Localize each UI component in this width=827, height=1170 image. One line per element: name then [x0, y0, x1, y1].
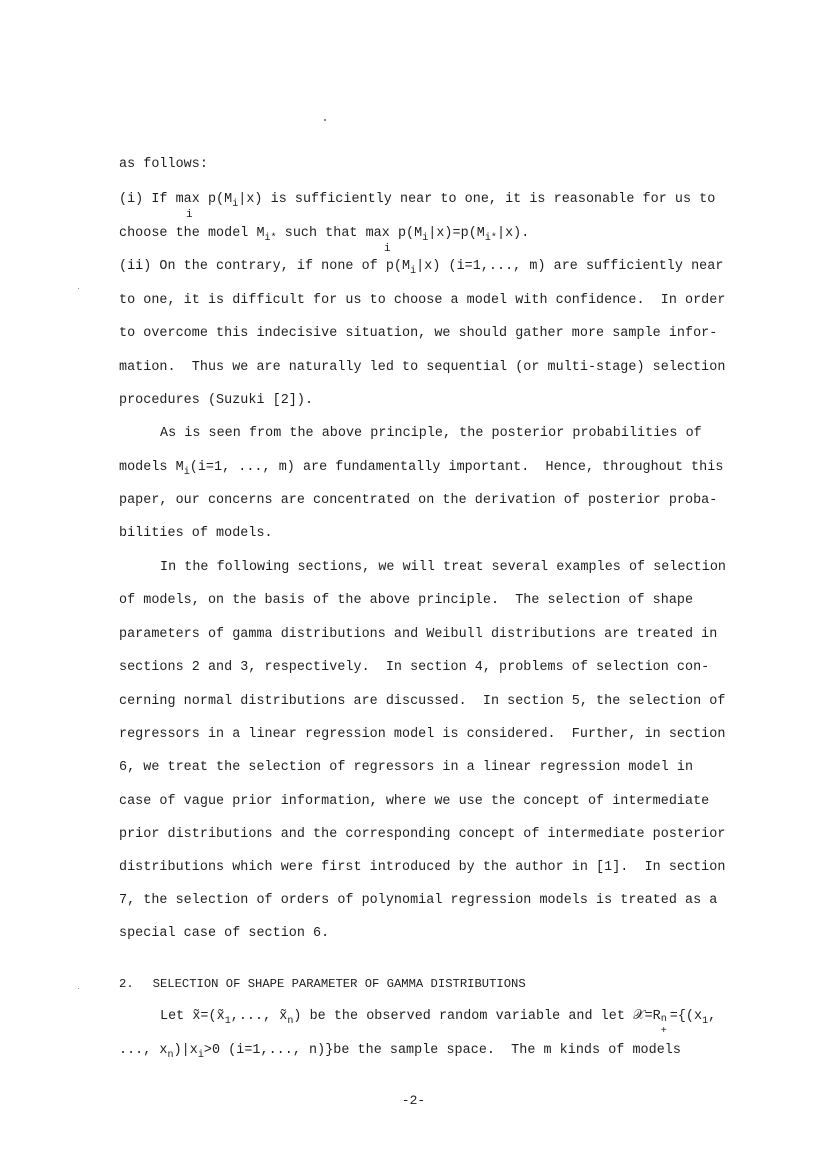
subscript: + [660, 1026, 667, 1037]
subscript: i [410, 266, 417, 277]
text-run: (i) If max p(M [119, 192, 233, 207]
text-run: )|x [173, 1043, 198, 1058]
max-subscript: i [384, 243, 391, 255]
body-line: prior distributions and the corresponding concept of intermediate posterior [119, 827, 726, 842]
paragraph-first-line [160, 1009, 785, 1037]
subscript: n [287, 1016, 294, 1027]
body-line: regressors in a linear regression model is considered. Further, in section [119, 727, 726, 742]
section-heading [119, 976, 526, 992]
body-line: to overcome this indecisive situation, we should gather more sample infor- [119, 326, 718, 341]
text-run: |x). [496, 226, 530, 241]
body-line [119, 226, 744, 243]
section-title: SELECTION OF SHAPE PARAMETER OF GAMMA DISTRIBUTIONS [152, 977, 526, 991]
text-run: ) be the observed random variable and let 𝒳=R [293, 1009, 661, 1024]
text-run: |x) is sufficiently near to one, it is reasonable for us to [238, 192, 716, 207]
text-run: models M [119, 460, 184, 475]
text-run: (ii) On the contrary, if none of p(M [119, 259, 411, 274]
body-line: paper, our concerns are concentrated on the derivation of posterior proba- [119, 493, 718, 508]
text-run: choose the model M [119, 226, 265, 241]
body-line: as follows: [119, 157, 208, 172]
body-line [119, 460, 744, 477]
superscript: n [660, 1014, 667, 1025]
section-number: 2. [119, 977, 134, 991]
subscript: i [232, 199, 239, 210]
page-number: -2- [401, 1093, 426, 1108]
subscript: 1 [224, 1016, 231, 1027]
body-line: mation. Thus we are naturally led to sequential (or multi-stage) selection [119, 360, 726, 375]
text-run: such that max p(M [276, 226, 423, 241]
scan-speck [78, 288, 79, 289]
max-subscript: i [186, 209, 193, 221]
body-line: distributions which were first introduced by the author in [1]. In section [119, 860, 726, 875]
body-line [119, 259, 744, 276]
body-line: special case of section 6. [119, 926, 330, 941]
text-run: , [708, 1009, 717, 1024]
subscript: i* [484, 233, 497, 244]
subscript: i [422, 233, 429, 244]
scan-speck [324, 119, 326, 121]
text-run: ..., x [119, 1043, 168, 1058]
paragraph-first-line: As is seen from the above principle, the posterior probabilities of [160, 426, 702, 441]
subscript: i* [264, 233, 277, 244]
text-run: Let x̃=(x̃ [160, 1009, 225, 1024]
body-line [119, 192, 744, 209]
text-run: ={(x [669, 1009, 703, 1024]
body-line: sections 2 and 3, respectively. In section 4, problems of selection con- [119, 660, 710, 675]
paragraph-first-line: In the following sections, we will treat several examples of selection [160, 560, 726, 575]
subscript: n [167, 1050, 174, 1061]
body-line: of models, on the basis of the above principle. The selection of shape [119, 593, 694, 608]
subscript: i [197, 1050, 204, 1061]
body-line: case of vague prior information, where we use the concept of intermediate [119, 794, 710, 809]
body-line: bilities of models. [119, 526, 273, 541]
body-line: cerning normal distributions are discussed. In section 5, the selection of [119, 694, 726, 709]
text-run: ,..., x̃ [230, 1009, 288, 1024]
body-line: procedures (Suzuki [2]). [119, 393, 314, 408]
body-line: 6, we treat the selection of regressors in a linear regression model in [119, 760, 694, 775]
subscript: i [183, 467, 190, 478]
subscript: 1 [702, 1016, 709, 1027]
text-run: |x) (i=1,..., m) are sufficiently near [416, 259, 724, 274]
body-line [119, 1043, 744, 1060]
text-run: >0 (i=1,..., n)}be the sample space. The m kinds of models [203, 1043, 681, 1058]
body-line: parameters of gamma distributions and Weibull distributions are treated in [119, 627, 718, 642]
body-line: to one, it is difficult for us to choose a model with confidence. In order [119, 293, 726, 308]
scan-speck [78, 988, 79, 989]
body-line: 7, the selection of orders of polynomial regression models is treated as a [119, 893, 718, 908]
text-run: (i=1, ..., m) are fundamentally important. Hence, throughout this [189, 460, 724, 475]
text-run: |x)=p(M [428, 226, 485, 241]
